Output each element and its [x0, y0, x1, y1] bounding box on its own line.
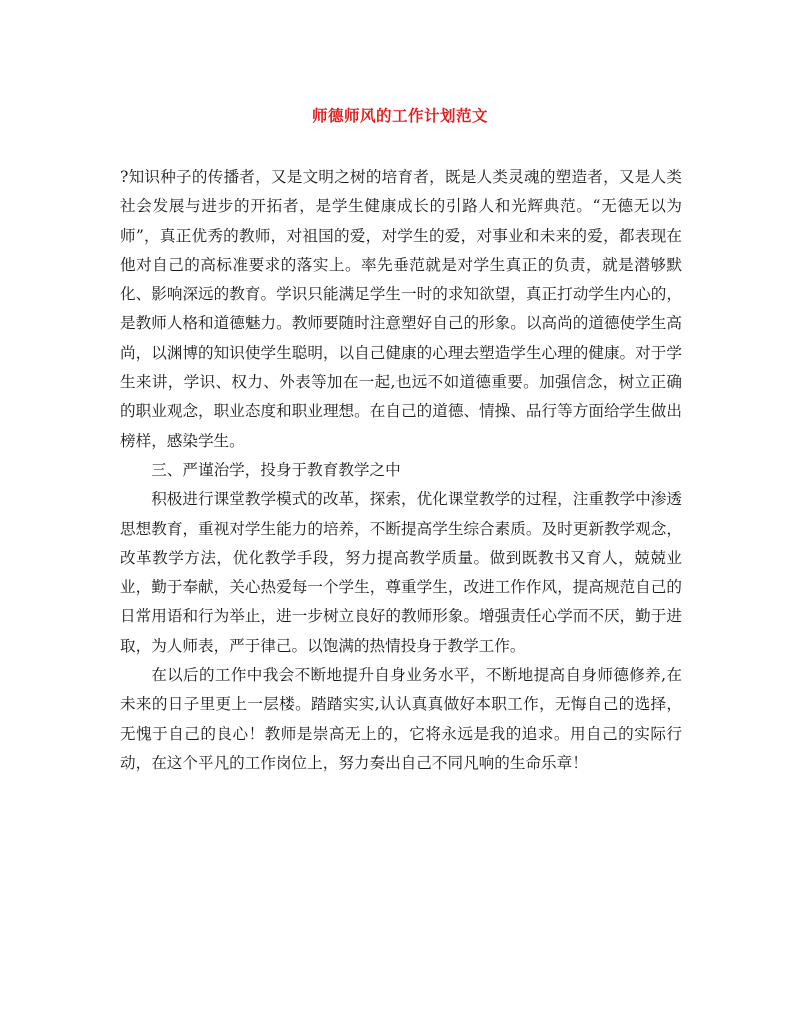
document-title: 师德师风的工作计划范文: [311, 106, 488, 125]
section-heading: 三、严谨治学，投身于教育教学之中: [151, 460, 401, 479]
document-body: [120, 163, 682, 778]
paragraph-conclusion: 在以后的工作中我会不断地提升自身业务水平，不断地提高自身师德修养,在未来的日子里更上一层楼。踏踏实实,认认真真做好本职工作，无悔自己的选择，无愧于自己的良心！教师是崇高无上的，它将永远是我的追求。用自己的实际行动，在这个平凡的工作岗位上，努力奏出自己不同凡响的生命乐章！: [120, 666, 682, 772]
paragraph-intro: ?知识种子的传播者，又是文明之树的培育者，既是人类灵魂的塑造者，又是人类社会发展与进步的开拓者，是学生健康成长的引路人和光辉典范。“无德无以为师”，真正优秀的教师，对祖国的爱，对学生的爱，对事业和未来的爱，都表现在他对自己的高标准要求的落实上。率先垂范就是对学生真正的负责，就是潜够默化、影响深远的教育。学识只能满足学生一时的求知欲望，真正打动学生内心的，是教师人格和道德魅力。教师要随时注意塑好自己的形象。以高尚的道德使学生高尚，以渊博的知识使学生聪明，以自己健康的心理去塑造学生心理的健康。对于学生来讲，学识、权力、外表等加在一起,也远不如道德重要。加强信念，树立正确的职业观念，职业态度和职业理想。在自己的道德、情操、品行等方面给学生做出榜样，感染学生。: [120, 168, 682, 450]
paragraph-teaching: 积极进行课堂教学模式的改革，探索，优化课堂教学的过程，注重教学中渗透思想教育，重视对学生能力的培养，不断提高学生综合素质。及时更新教学观念，改革教学方法，优化教学手段，努力提高教学质量。做到既教书又育人，兢兢业业，勤于奉献，关心热爱每一个学生，尊重学生，改进工作作风，提高规范自己的日常用语和行为举止，进一步树立良好的教师形象。增强责任心学而不厌，勤于进取，为人师表，严于律己。以饱满的热情投身于教学工作。: [120, 490, 682, 655]
